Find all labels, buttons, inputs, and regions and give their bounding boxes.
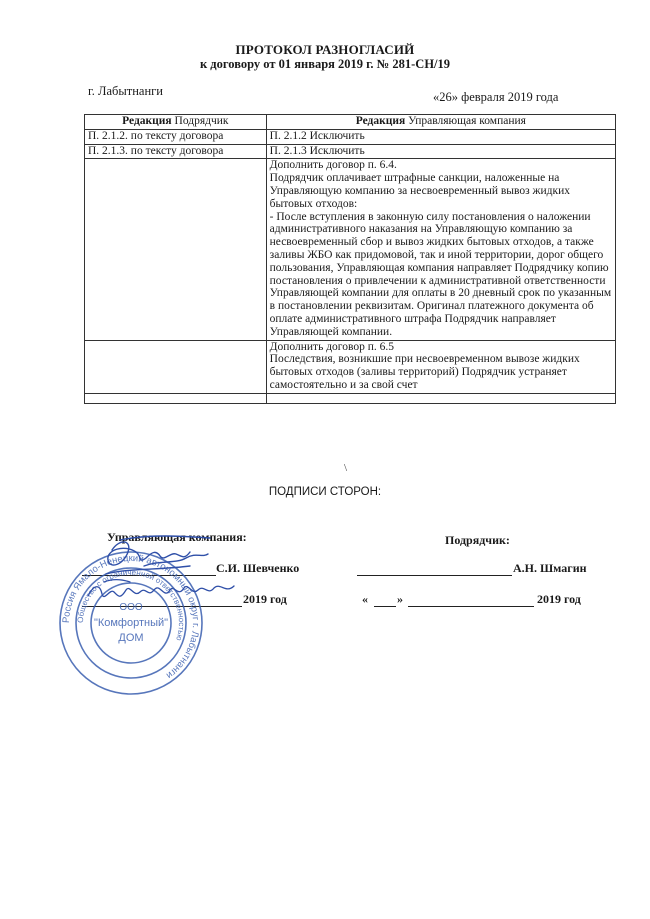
contractor-signature-line [357,575,512,576]
signatures-title: ПОДПИСИ СТОРОН: [268,486,382,498]
contractor-day-line [374,606,396,607]
table-row [85,340,616,393]
header-company-edition [266,115,615,130]
header-left-rest: Подрядчик [171,115,229,127]
contractor-month-line [408,606,534,607]
document-title: ПРОТОКОЛ РАЗНОГЛАСИЙ [235,42,415,57]
row4-left [85,340,267,393]
header-left-bold: Редакция [122,115,172,127]
seal-inner-text: Общество с ограниченной ответственностью [75,567,187,642]
clause-6-5-cell [266,340,615,393]
row3-left [85,159,267,340]
seal-ring-text: Россия Ямало-Ненецкий автономный округ г. Лабытнанги [60,552,202,681]
clause-6-5-para1: Последствия, возникшие при несвоевременном вывозе жидких бытовых отходов (заливы территорий) Подрядчик устраняет самостоятельно и за свой счет [269,353,580,391]
disagreements-table [84,114,616,404]
table-row [85,129,616,144]
seal-form: ООО [119,602,143,613]
contractor-org-label: Подрядчик: [445,533,510,547]
row5-right [266,393,615,403]
document-date: «26» февраля 2019 года [433,90,559,104]
header-right-rest: Управляющая компания [405,115,526,127]
table-row [85,159,616,340]
contractor-year: 2019 год [537,592,581,606]
row2-left: П. 2.1.3. по тексту договора [85,144,267,159]
seal-name-line1: "Комфортный" [93,617,169,629]
table-row [85,144,616,159]
table-header-row [85,115,616,130]
company-signatory-name: С.И. Шевченко [216,561,300,575]
row1-right: П. 2.1.2 Исключить [266,129,615,144]
clause-6-5-heading: Дополнить договор п. 6.5 [269,340,394,353]
clause-6-4-heading: Дополнить договор п. 6.4. [269,159,397,172]
contractor-signatory-name: А.Н. Шмагин [513,561,587,575]
header-contractor-edition [85,115,267,130]
clause-6-4-para2: - После вступления в законную силу постановления о наложении административного наказания на Управляющую компанию за несвоевременный сбор и вывоз жидких бытовых отходов, а также заливы ЖБО как придомовой, так и иной территории, дорог общего пользования, Управляющая компания направляет Подрядчику копию постановления о привлечении к административной ответственности Управляющей компании для оплаты в 20 дневный срок по указанным в постановлении реквизитам. Оригинал платежного документа об оплате административного штрафа Подрядчик направляет Управляющей компании. [269,210,612,338]
document-subtitle: к договору от 01 января 2019 г. № 281-СН/19 [199,57,451,71]
row1-left: П. 2.1.2. по тексту договора [85,129,267,144]
header-right-bold: Редакция [355,115,406,127]
clause-6-4-cell [266,159,615,340]
city-label: г. Лабытнанги [88,84,163,98]
row2-right: П. 2.1.3 Исключить [266,144,615,159]
company-handwritten-date [84,576,244,606]
contractor-date-quote-close: » [397,592,403,606]
contractor-date-quote-open: « [362,592,368,606]
company-year: 2019 год [243,592,287,606]
company-org-label: Управляющая компания: [107,530,247,544]
seal-name-line2: ДОМ [118,632,144,644]
stray-mark: \ [344,462,348,474]
clause-6-4-para1: Подрядчик оплачивает штрафные санкции, наложенные на Управляющую компанию за несвоевременный вывоз жидких бытовых отходов: [269,172,570,210]
row5-left [85,393,267,403]
table-row [85,393,616,403]
